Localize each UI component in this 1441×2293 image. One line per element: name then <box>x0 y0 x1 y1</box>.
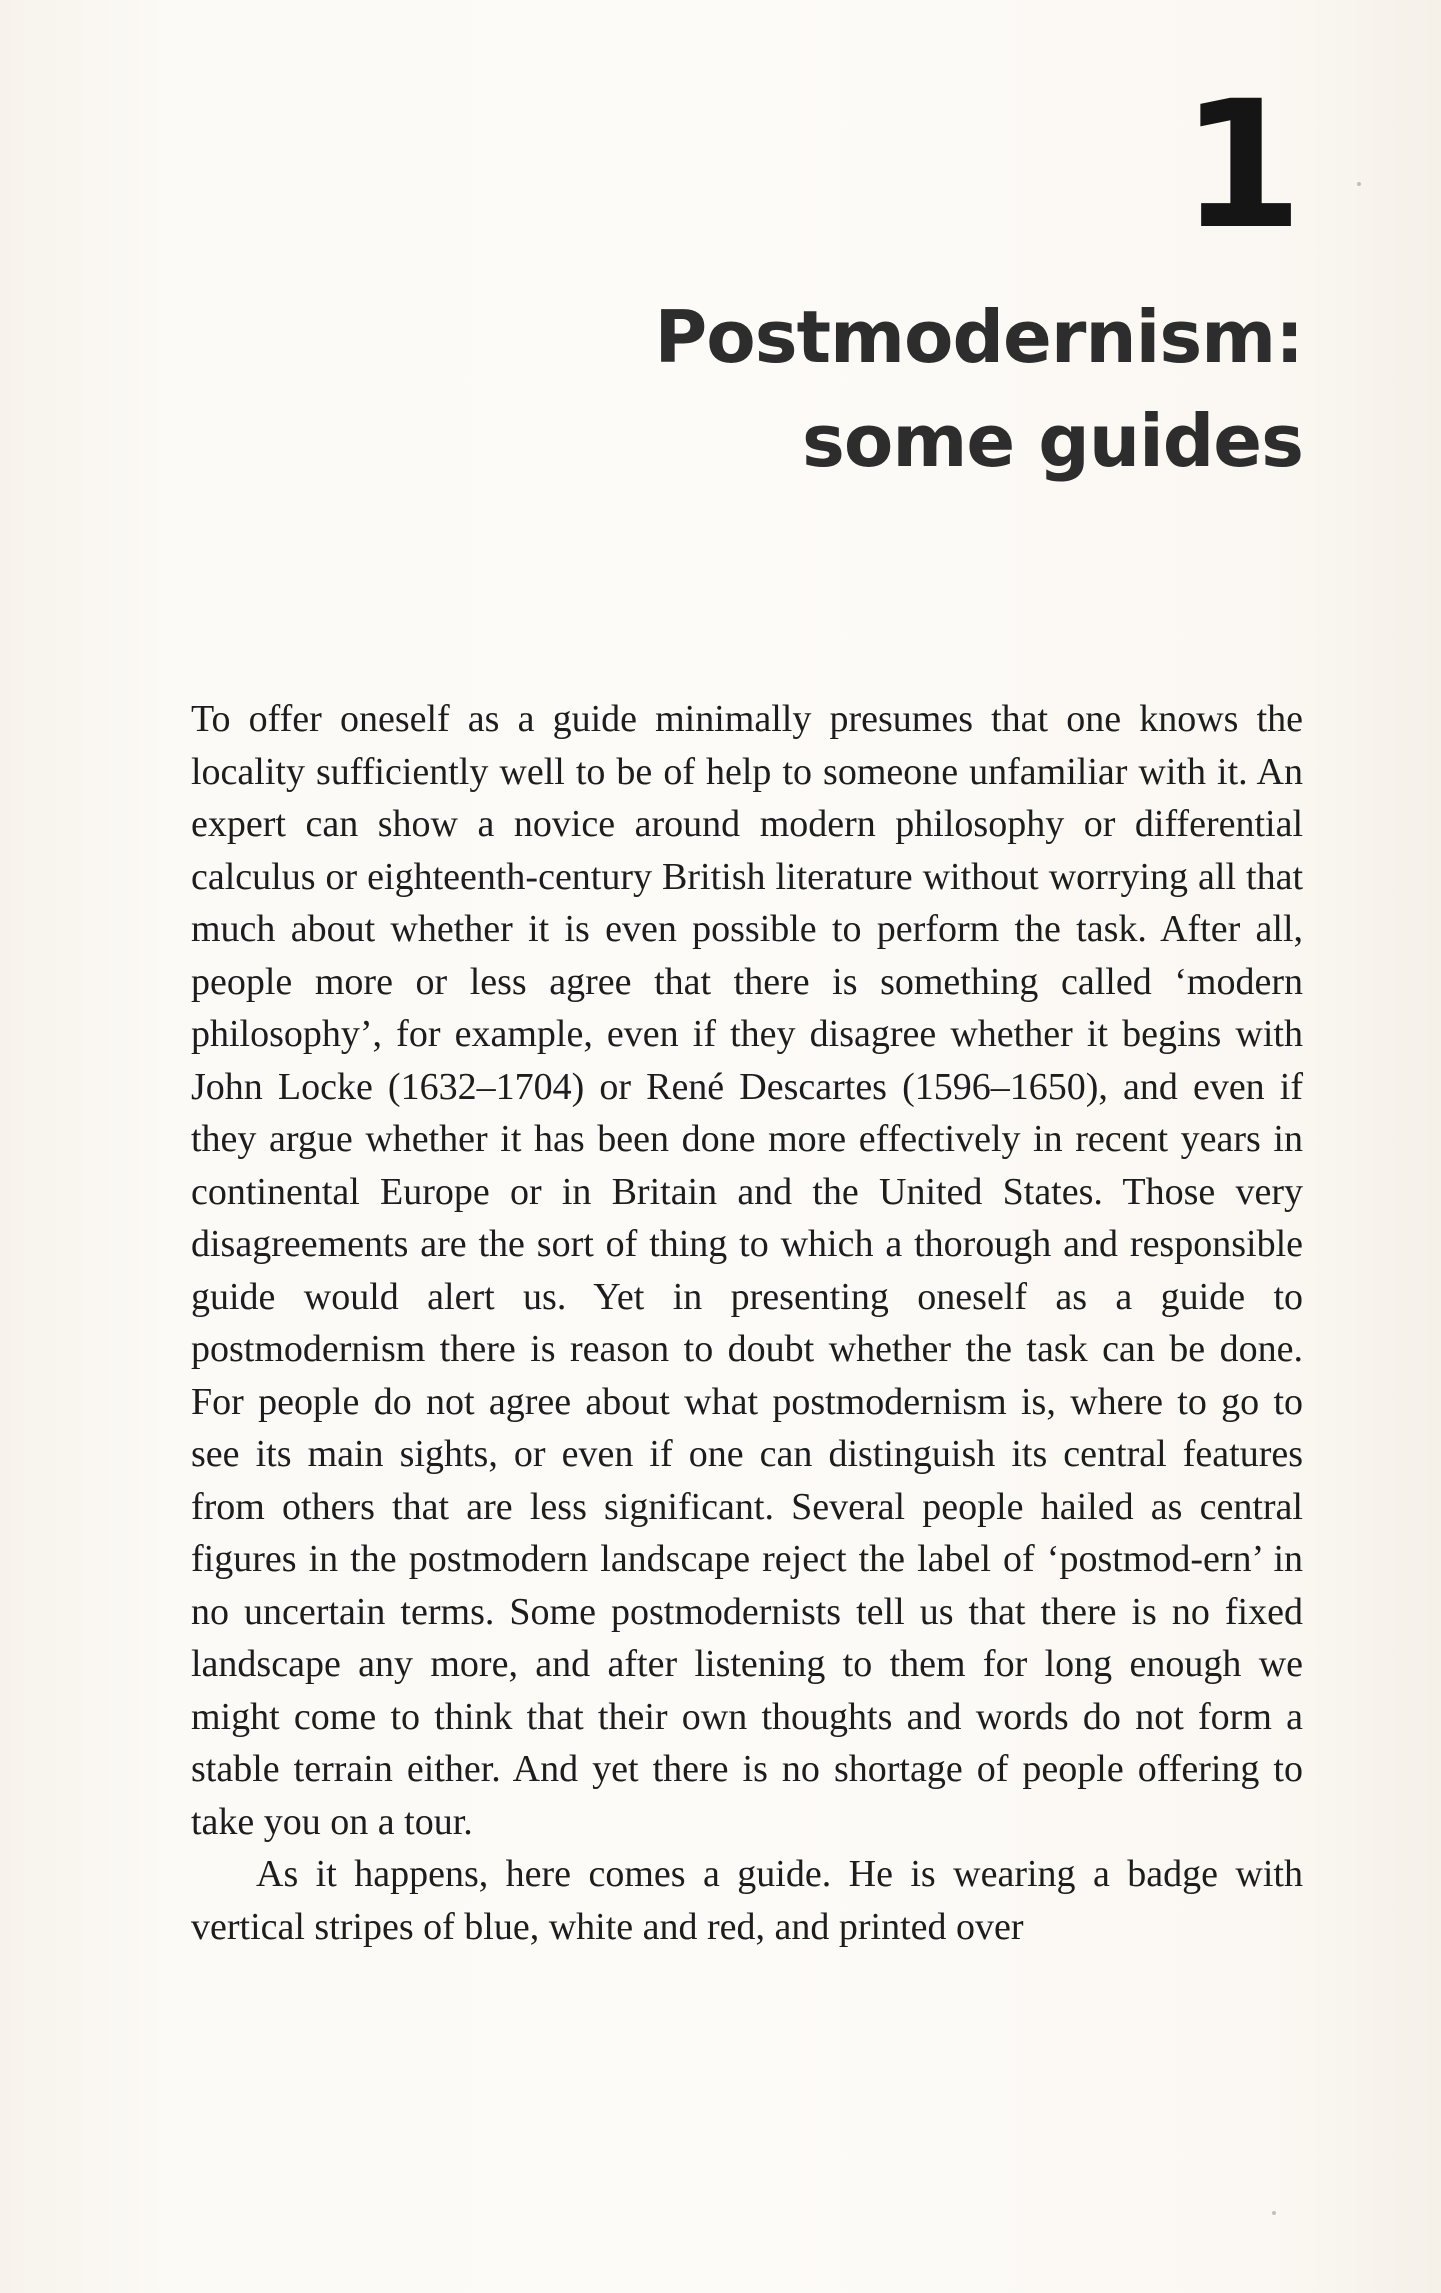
chapter-number: 1 <box>1180 63 1303 268</box>
chapter-title-line-2: some guides <box>802 399 1303 483</box>
paragraph-2: As it happens, here comes a guide. He is wearing a badge with vertical stripes of blue, white and red, and printed over <box>191 1853 1303 1948</box>
chapter-title-line-1: Postmodernism: <box>654 295 1303 379</box>
paragraph-1: To offer oneself as a guide minimally presumes that one knows the locality sufficiently well to be of help to someone unfamiliar with it. An expert can show a novice around modern philosophy or differential calculus or eighteenth-century British literature without worrying all that much about whether it is even possible to perform the task. After all, people more or less agree that there is something called ‘modern philosophy’, for example, even if they disagree whether it begins with John Locke (1632–1704) or René Descartes (1596–1650), and even if they argue whether it has been done more effectively in recent years in continental Europe or in Britain and the United States. Those very disagreements are the sort of thing to which a thorough and responsible guide would alert us. Yet in presenting oneself as a guide to postmodernism there is reason to doubt whether the task can be done. For people do not agree about what postmodernism is, where to go to see its main sights, or even if one can distinguish its central features from others that are less significant. Several people hailed as central figures in the postmodern landscape reject the label of ‘postmod-ern’ in no uncertain terms. Some postmodernists tell us that there is no fixed landscape any more, and after listening to them for long enough we might come to think that their own thoughts and words do not form a stable terrain either. And yet there is no shortage of people offering to take you on a tour. <box>191 698 1303 1843</box>
paper-speck <box>1357 182 1361 186</box>
chapter-title <box>655 285 1303 493</box>
body-text <box>191 693 1303 1953</box>
paper-speck <box>1272 2211 1276 2215</box>
